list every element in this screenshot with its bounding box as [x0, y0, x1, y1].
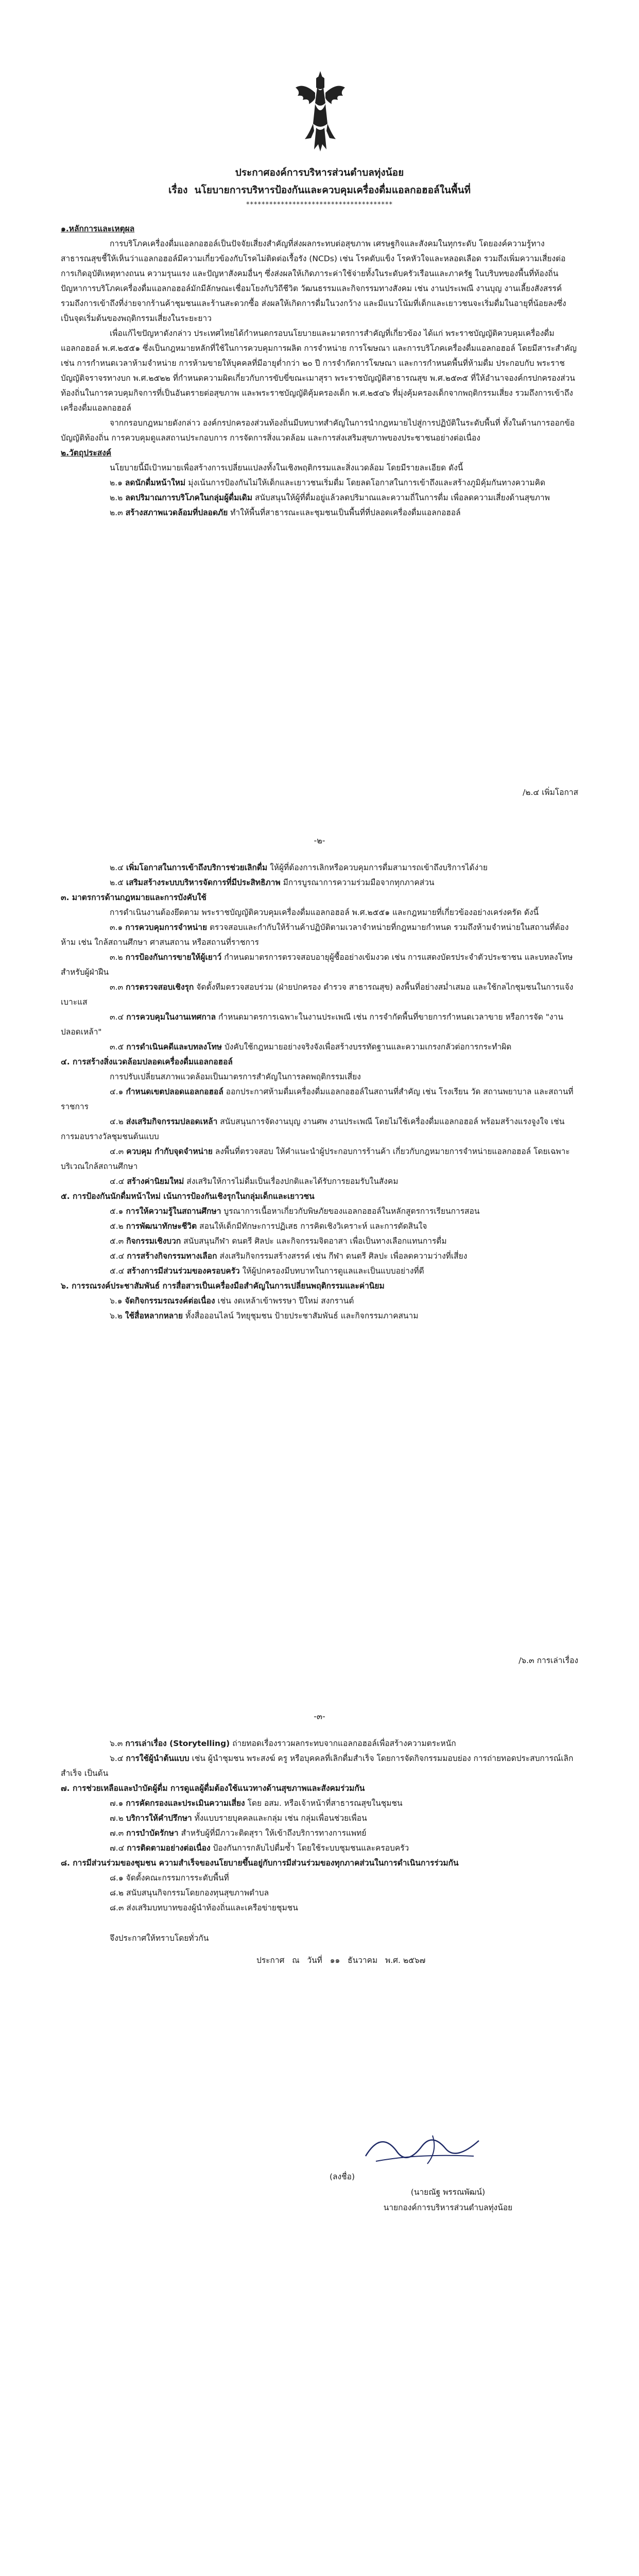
paragraph: การดำเนินงานต้องยึดตาม พระราชบัญญัติควบคุมเครื่องดื่มแอลกอฮอล์ พ.ศ.๒๕๕๑ และกฎหมายที่เกี่ยวข้องอย่างเคร่งครัด ดังนี้ — [110, 908, 539, 917]
list-item: ๘.๑ จัดตั้งคณะกรรมการระดับพื้นที่ — [110, 1873, 229, 1883]
list-item: ๗.๒ บริการให้คำปรึกษา ทั้งแบบรายบุคคลและกลุ่ม เช่น กลุ่มเพื่อนช่วยเพื่อน — [110, 1814, 367, 1823]
list-item: ๕.๔ การสร้างกิจกรรมทางเลือก ส่งเสริมกิจกรรมสร้างสรรค์ เช่น กีฬา ดนตรี ศิลปะ เพื่อลดความว่างที่เสี่ยง — [110, 1251, 468, 1261]
list-item: ๕.๓ กิจกรรมเชิงบวก สนับสนุนกีฬา ดนตรี ศิลปะ และกิจกรรมจิตอาสา เพื่อเป็นทางเลือกแทนการดื่ม — [110, 1236, 447, 1246]
continuation-marker: /๒.๔ เพิ่มโอกาส — [523, 788, 578, 797]
list-item: ๖.๒ ใช้สื่อหลากหลาย ทั้งสื่อออนไลน์ วิทยุชุมชน ป้ายประชาสัมพันธ์ และกิจกรรมภาคสนาม — [110, 1311, 419, 1320]
list-item: ๒.๑ ลดนักดื่มหน้าใหม่ มุ่งเน้นการป้องกันไม่ให้เด็กและเยาวชนเริ่มดื่ม โดยลดโอกาสในการเข้าถึงและสร้างภูมิคุ้มกันทางความคิด — [110, 478, 546, 487]
list-item: ๖.๓ การเล่าเรื่อง (Storytelling) ถ่ายทอดเรื่องราวผลกระทบจากแอลกอฮอล์เพื่อสร้างความตระหนัก — [110, 1739, 456, 1748]
list-item: ๕.๒ การพัฒนาทักษะชีวิต สอนให้เด็กมีทักษะการปฏิเสธ การคิดเชิงวิเคราะห์ และการตัดสินใจ — [110, 1222, 427, 1231]
list-item: ๔.๑ กำหนดเขตปลอดแอลกอฮอล์ ออกประกาศห้ามดื่มเครื่องดื่มแอลกอฮอล์ในสถานที่สำคัญ เช่น โรงเรียน วัด สถานพยาบาล และสถานที่ราชการ — [61, 1087, 574, 1111]
garuda-emblem-icon — [293, 67, 347, 155]
list-item: ๕.๑ การให้ความรู้ในสถานศึกษา บูรณาการเนื้อหาเกี่ยวกับพิษภัยของแอลกอฮอล์ในหลักสูตรการเรียนการสอน — [110, 1207, 480, 1216]
list-item: ๗.๑ การคัดกรองและประเมินความเสี่ยง โดย อสม. หรือเจ้าหน้าที่สาธารณสุขในชุมชน — [110, 1799, 403, 1808]
page-1 — [0, 0, 639, 804]
page-3 — [0, 1700, 639, 2576]
separator-stars: ************************************** — [246, 201, 393, 209]
paragraph: การบริโภคเครื่องดื่มแอลกอฮอล์เป็นปัจจัยเสี่ยงสำคัญที่ส่งผลกระทบต่อสุขภาพ เศรษฐกิจและสังคมในทุกระดับ โดยองค์ความรู้ทางสาธารณสุขชี้ให้เห็นว่าแอลกอฮอล์มีความเกี่ยวข้องกับโรคไม่ติดต่อเรื้อรัง (NCDs) เช่น โรคตับแข็ง โรคหัวใจและหลอดเลือด รวมถึงเพิ่มความเสี่ยงต่อการเกิดอุบัติเหตุทางถนน ความรุนแรง และปัญหาสังคมอื่นๆ ซึ่งส่งผลให้เกิดภาระค่าใช้จ่ายทั้งในระดับครัวเรือนและภาครัฐ ในบริบทของพื้นที่ท้องถิ่น ปัญหาการบริโภคเครื่องดื่มแอลกอฮอล์มักมีลักษณะเชื่อมโยงกับวิถีชีวิต วัฒนธรรมและกิจกรรมทางสังคม เช่น งานประเพณี งานบุญ งานเลี้ยงสังสรรค์ รวมถึงการเข้าถึงที่ง่ายจากร้านค้าชุมชนและร้านสะดวกซื้อ ส่งผลให้เกิดการดื่มในวงกว้าง และมีแนวโน้มที่เด็กและเยาวชนจะเริ่มดื่มในอายุที่น้อยลงซึ่งเป็นจุดเริ่มต้นของพฤติกรรมเสี่ยงในระยะยาว — [61, 239, 566, 323]
section-heading: ๖. การรณรงค์ประชาสัมพันธ์ การสื่อสารเป็นเครื่องมือสำคัญในการเปลี่ยนพฤติกรรมและค่านิยม — [61, 1281, 385, 1291]
page-2 — [0, 824, 639, 1674]
subject-label: เรื่อง — [168, 184, 188, 196]
list-item: ๔.๓ ควบคุม กำกับจุดจำหน่าย ลงพื้นที่ตรวจสอบ ให้คำแนะนำผู้ประกอบการร้านค้า เกี่ยวกับกฎหมายการจำหน่ายแอลกอฮอล์ โดยเฉพาะบริเวณใกล้สถานศึกษา — [61, 1147, 570, 1171]
page-number: -๒- — [314, 836, 325, 845]
list-item: ๗.๔ การติดตามอย่างต่อเนื่อง ป้องกันการกลับไปดื่มซ้ำ โดยใช้ระบบชุมชนและครอบครัว — [110, 1843, 409, 1853]
page-number: -๓- — [314, 1711, 325, 1721]
list-item: ๔.๒ ส่งเสริมกิจกรรมปลอดเหล้า สนับสนุนการจัดงานบุญ งานศพ งานประเพณี โดยไม่ใช้เครื่องดื่มแอลกอฮอล์ พร้อมสร้างแรงจูงใจ เช่น การมอบรางวัลชุมชนต้นแบบ — [61, 1117, 565, 1141]
section-heading: ๑.หลักการและเหตุผล — [61, 224, 135, 233]
page-2-body — [61, 860, 578, 1324]
page-3-body — [61, 1736, 578, 1968]
list-item: ๘.๓ ส่งเสริมบทบาทของผู้นำท้องถิ่นและเครือข่ายชุมชน — [110, 1903, 298, 1912]
paragraph: จากกรอบกฎหมายดังกล่าว องค์กรปกครองส่วนท้องถิ่นมีบทบาทสำคัญในการนำกฎหมายไปสู่การปฏิบัติในระดับพื้นที่ ทั้งในด้านการออกข้อบัญญัติท้องถิ่น การควบคุมดูแลสถานประกอบการ การจัดการสิ่งแวดล้อม และการส่งเสริมสุขภาพของประชาชนอย่างต่อเนื่อง — [61, 418, 575, 443]
section-heading: ๕. การป้องกันนักดื่มหน้าใหม่ เน้นการป้องกันเชิงรุกในกลุ่มเด็กและเยาวชน — [61, 1192, 315, 1201]
document-title: ประกาศองค์การบริหารส่วนตำบลทุ่งน้อย — [235, 167, 404, 178]
paragraph: เพื่อแก้ไขปัญหาดังกล่าว ประเทศไทยได้กำหนดกรอบนโยบายและมาตรการสำคัญที่เกี่ยวข้อง ได้แก่ พระราชบัญญัติควบคุมเครื่องดื่มแอลกอฮอล์ พ.ศ.๒๕๕๑ ซึ่งเป็นกฎหมายหลักที่ใช้ในการควบคุมการผลิต การจำหน่าย การโฆษณา และการบริโภคเครื่องดื่มแอลกอฮอล์ โดยมีสาระสำคัญ เช่น การกำหนดเวลาห้ามจำหน่าย การห้ามขายให้บุคคลที่มีอายุต่ำกว่า ๒๐ ปี การจำกัดการโฆษณา และการกำหนดพื้นที่ห้ามดื่ม ประกอบกับ พระราชบัญญัติจราจรทางบก พ.ศ.๒๕๒๒ ที่กำหนดความผิดเกี่ยวกับการขับขี่ขณะเมาสุรา พระราชบัญญัติสาธารณสุข พ.ศ.๒๕๓๕ ที่ให้อำนาจองค์กรปกครองส่วนท้องถิ่นในการควบคุมกิจการที่เป็นอันตรายต่อสุขภาพ และพระราชบัญญัติคุ้มครองเด็ก พ.ศ.๒๕๔๖ ที่มุ่งคุ้มครองเด็กจากพฤติกรรมเสี่ยง รวมถึงการเข้าถึงเครื่องดื่มแอลกอฮอล์ — [61, 329, 577, 413]
list-item: ๓.๕ การดำเนินคดีและบทลงโทษ บังคับใช้กฎหมายอย่างจริงจังเพื่อสร้างบรรทัดฐานและความเกรงกลัวต่อการกระทำผิด — [110, 1042, 512, 1052]
paragraph: การปรับเปลี่ยนสภาพแวดล้อมเป็นมาตรการสำคัญในการลดพฤติกรรมเสี่ยง — [110, 1072, 361, 1081]
section-heading: ๒.วัตถุประสงค์ — [61, 448, 112, 457]
section-heading: ๔. การสร้างสิ่งแวดล้อมปลอดเครื่องดื่มแอลกอฮอล์ — [61, 1057, 233, 1066]
signer-position: นายกองค์การบริหารส่วนตำบลทุ่งน้อย — [383, 2203, 513, 2212]
closing-statement: จึงประกาศให้ทราบโดยทั่วกัน — [110, 1934, 209, 1943]
list-item: ๒.๒ ลดปริมาณการบริโภคในกลุ่มผู้ดื่มเดิม สนับสนุนให้ผู้ที่ดื่มอยู่แล้วลดปริมาณและความถี่ในการดื่ม เพื่อลดความเสี่ยงด้านสุขภาพ — [110, 493, 550, 502]
document-subject — [0, 182, 639, 198]
section-heading: ๘. การมีส่วนร่วมของชุมชน ความสำเร็จของนโยบายขึ้นอยู่กับการมีส่วนร่วมของทุกภาคส่วนในการดำเนินการร่วมกัน — [61, 1858, 459, 1868]
continuation-marker: /๖.๓ การเล่าเรื่อง — [519, 1656, 578, 1665]
page-1-body — [61, 222, 578, 520]
list-item: ๒.๓ สร้างสภาพแวดล้อมที่ปลอดภัย ทำให้พื้นที่สาธารณะและชุมชนเป็นพื้นที่ที่ปลอดเครื่องดื่มแอลกอฮอล์ — [110, 508, 461, 517]
sign-label: (ลงชื่อ) — [330, 2172, 355, 2181]
paragraph: นโยบายนี้มีเป้าหมายเพื่อสร้างการเปลี่ยนแปลงทั้งในเชิงพฤติกรรมและสิ่งแวดล้อม โดยมีรายละเอียด ดังนี้ — [110, 463, 463, 472]
section-heading: ๓. มาตรการด้านกฎหมายและการบังคับใช้ — [61, 893, 206, 902]
subject-text: นโยบายการบริหารป้องกันและควบคุมเครื่องดื่มแอลกอฮอล์ในพื้นที่ — [194, 184, 471, 196]
list-item: ๕.๔ สร้างการมีส่วนร่วมของครอบครัว ให้ผู้ปกครองมีบทบาทในการดูแลและเป็นแบบอย่างที่ดี — [110, 1266, 424, 1276]
section-heading: ๗. การช่วยเหลือและบำบัดผู้ดื่ม การดูแลผู้ดื่มต้องใช้แนวทางด้านสุขภาพและสังคมร่วมกัน — [61, 1784, 365, 1793]
list-item: ๒.๕ เสริมสร้างระบบบริหารจัดการที่มีประสิทธิภาพ มีการบูรณาการความร่วมมือจากทุกภาคส่วน — [110, 878, 435, 887]
list-item: ๘.๒ สนับสนุนกิจกรรมโดยกองทุนสุขภาพตำบล — [110, 1888, 269, 1897]
list-item: ๓.๔ การควบคุมในงานเทศกาล กำหนดมาตรการเฉพาะในงานประเพณี เช่น การจำกัดพื้นที่ขายการกำหนดเวลาขาย หรือการจัด "งานปลอดเหล้า" — [61, 1012, 563, 1037]
list-item: ๓.๒ การป้องกันการขายให้ผู้เยาว์ กำหนดมาตรการตรวจสอบอายุผู้ซื้ออย่างเข้มงวด เช่น การแสดงบัตรประจำตัวประชาชน และบทลงโทษสำหรับผู้ฝ่าฝืน — [61, 953, 573, 977]
list-item: ๓.๓ การตรวจสอบเชิงรุก จัดตั้งทีมตรวจสอบร่วม (ฝ่ายปกครอง ตำรวจ สาธารณสุข) ลงพื้นที่อย่างสม่ำเสมอ และใช้กลไกชุมชนในการแจ้งเบาะแส — [61, 982, 574, 1007]
list-item: ๒.๔ เพิ่มโอกาสในการเข้าถึงบริการช่วยเลิกดื่ม ให้ผู้ที่ต้องการเลิกหรือควบคุมการดื่มสามารถเข้าถึงบริการได้ง่าย — [110, 863, 488, 872]
signer-name: (นายณัฐ พรรณพัฒน์) — [410, 2188, 486, 2197]
list-item: ๖.๔ การใช้ผู้นำต้นแบบ เช่น ผู้นำชุมชน พระสงฆ์ ครู หรือบุคคลที่เลิกดื่มสำเร็จ โดยการจัดกิจกรรมมอบย่อง การถ่ายทอดประสบการณ์เลิกสำเร็จ เป็นต้น — [61, 1754, 574, 1778]
announce-date: ประกาศ ณ วันที่ ๑๑ ธันวาคม พ.ศ. ๒๕๖๗ — [256, 1956, 426, 1965]
list-item: ๖.๑ จัดกิจกรรมรณรงค์ต่อเนื่อง เช่น งดเหล้าเข้าพรรษา ปีใหม่ สงกรานต์ — [110, 1296, 354, 1306]
signature-block — [330, 2169, 566, 2215]
list-item: ๓.๑ การควบคุมการจำหน่าย ตรวจสอบและกำกับให้ร้านค้าปฏิบัติตามเวลาจำหน่ายที่กฎหมายกำหนด รวมถึงห้ามจำหน่ายในสถานที่ต้องห้าม เช่น ใกล้สถานศึกษา ศาสนสถาน หรือสถานที่ราชการ — [61, 923, 569, 947]
list-item: ๗.๓ การบำบัดรักษา สำหรับผู้ที่มีภาวะติดสุรา ให้เข้าถึงบริการทางการแพทย์ — [110, 1828, 367, 1838]
signature-icon — [355, 2125, 489, 2172]
list-item: ๔.๔ สร้างค่านิยมใหม่ ส่งเสริมให้การไม่ดื่มเป็นเรื่องปกติและได้รับการยอมรับในสังคม — [110, 1177, 399, 1186]
